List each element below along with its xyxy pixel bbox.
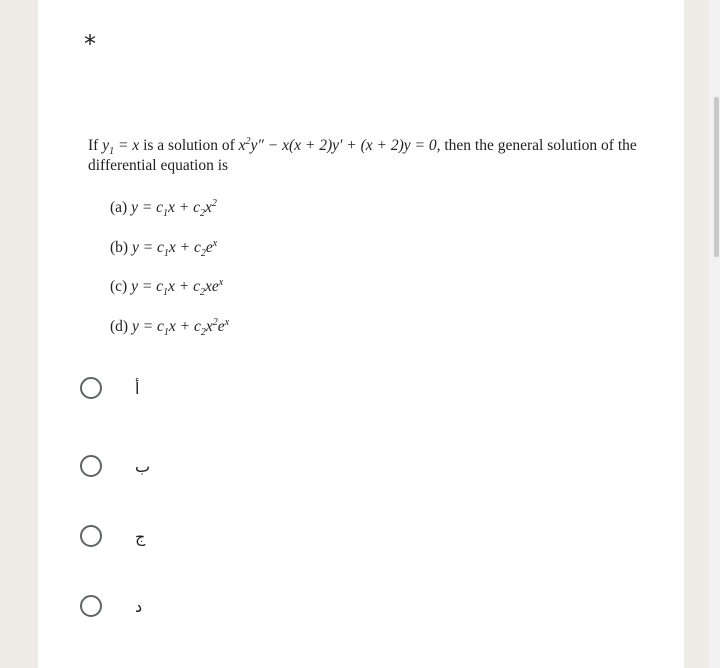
option-formula: $y = c_1x + c_2x^2e^x$ xyxy=(131,316,230,339)
radio-button[interactable] xyxy=(80,595,102,617)
option-line-a xyxy=(110,198,217,218)
option-formula: $y = c_1x + c_2x^2$ xyxy=(131,197,217,220)
option-line-d xyxy=(110,317,229,337)
choice-alif[interactable] xyxy=(80,377,200,403)
choice-jim[interactable] xyxy=(80,525,200,551)
choice-label: ب xyxy=(135,457,151,476)
option-formula: $y = c_1x + c_2xe^x$ xyxy=(131,276,224,299)
option-formula: $y = c_1x + c_2e^x$ xyxy=(131,237,218,260)
choice-ba[interactable] xyxy=(80,455,200,481)
choice-label: د xyxy=(135,597,143,616)
option-line-b xyxy=(110,238,217,258)
choice-dal[interactable] xyxy=(80,595,200,621)
required-asterisk: * xyxy=(84,30,96,58)
option-label: (b) xyxy=(110,239,129,256)
scrollbar-thumb[interactable] xyxy=(714,97,719,257)
choice-label: ج xyxy=(135,527,146,546)
radio-button[interactable] xyxy=(80,525,102,547)
choice-label: أ xyxy=(135,379,140,398)
option-label: (c) xyxy=(110,278,128,295)
question-text: If $y_1 = x$ is a solution of $x^2y'' - x(x + 2)y' + (x + 2)y = 0$, then the general solution of the differential equation is xyxy=(88,135,637,174)
radio-button[interactable] xyxy=(80,455,102,477)
option-label: (a) xyxy=(110,199,128,216)
option-label: (d) xyxy=(110,318,129,335)
radio-button[interactable] xyxy=(80,377,102,399)
option-line-c xyxy=(110,277,223,297)
